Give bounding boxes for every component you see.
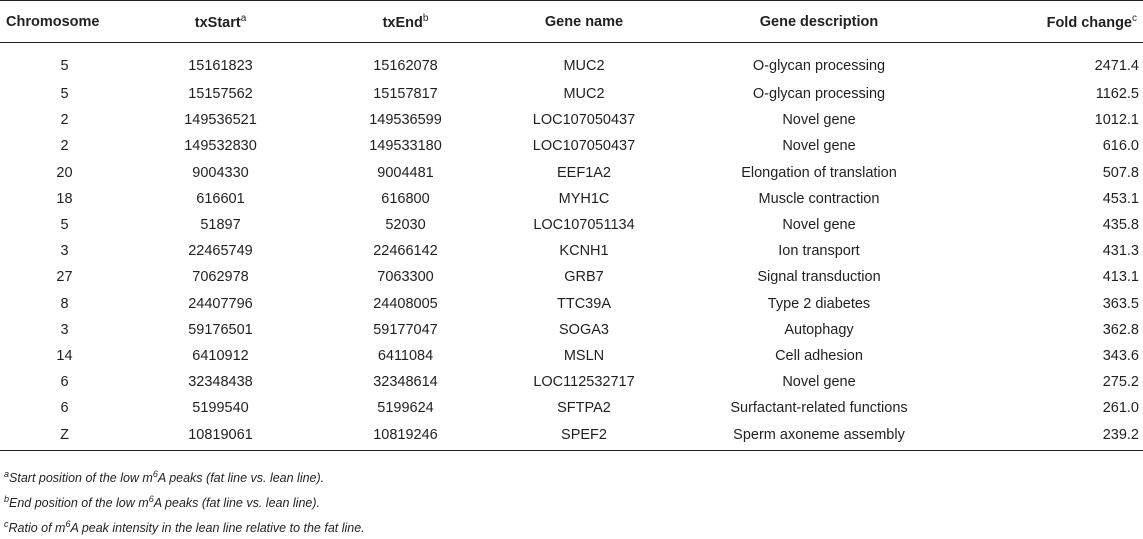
cell-gene-description: Ion transport: [778, 243, 860, 260]
cell-gene-description: O-glycan processing: [752, 58, 886, 74]
cell-gene-name: LOC107050437: [532, 138, 636, 155]
header-txstart: txStart$^a$: [129, 1, 312, 43]
table-row: [0, 160, 1143, 186]
cell-txstart: 9004330: [192, 164, 249, 181]
cell-gene-description: Novel gene: [782, 374, 856, 391]
cell-chromosome: Z: [0, 421, 129, 451]
cell-txstart: 15161823: [188, 58, 253, 74]
footnote-text: End position of the low m: [9, 496, 149, 510]
cell-txstart: 7062978: [192, 269, 249, 286]
cell-gene-description: Muscle contraction: [758, 190, 880, 207]
cell-gene-description: Cell adhesion: [775, 347, 863, 364]
cell-gene-name: TTC39A: [557, 295, 611, 312]
cell-gene-description: O-glycan processing: [752, 86, 886, 103]
cell-chromosome: 14: [56, 347, 73, 364]
cell-fold-change: 431.3: [1102, 243, 1139, 260]
cell-fold-change: 507.8: [1102, 164, 1139, 181]
cell-txend: 6411084: [377, 347, 434, 364]
table-row: [0, 43, 1143, 82]
cell-gene-name: GRB7: [564, 269, 604, 286]
cell-fold-change: 275.2: [1102, 374, 1139, 391]
cell-gene-name: LOC107050437: [532, 112, 636, 129]
header-txend: txEnd$^b$: [312, 1, 499, 43]
table-row: [0, 81, 1143, 107]
cell-gene-name: MUC2: [563, 86, 605, 103]
table-row: [0, 421, 1143, 451]
cell-chromosome: 5: [60, 58, 69, 74]
table-row: [0, 186, 1143, 212]
table-row: [0, 238, 1143, 264]
cell-chromosome: 20: [56, 164, 73, 181]
cell-gene-description: Elongation of translation: [741, 164, 897, 181]
table-row: [0, 133, 1143, 159]
txend-footnote-mark: b: [422, 12, 429, 24]
cell-gene-name: MSLN: [563, 347, 605, 364]
superscript-six: 6: [65, 519, 71, 529]
cell-txend: 149536599: [369, 112, 442, 129]
cell-fold-change: 1162.5: [1095, 86, 1139, 103]
footnote-mark: c: [4, 519, 9, 529]
cell-chromosome: 8: [60, 295, 69, 312]
superscript-six: 6: [152, 469, 158, 479]
cell-chromosome: 5: [60, 86, 69, 103]
cell-fold-change: 616.0: [1102, 138, 1139, 155]
cell-fold-change: 362.8: [1102, 321, 1139, 338]
cell-txstart: 149536521: [184, 112, 257, 129]
cell-fold-change: 239.2: [969, 421, 1143, 451]
footnote-mark: a: [4, 469, 10, 479]
table-row: [0, 395, 1143, 421]
cell-txstart: 22465749: [188, 243, 253, 260]
cell-txend: 22466142: [373, 243, 438, 260]
cell-txend: 7063300: [377, 269, 434, 286]
footnote-a: [4, 464, 365, 489]
footnote-text: A peaks (fat line vs. lean line).: [157, 471, 325, 485]
cell-txend: 59177047: [373, 321, 438, 338]
cell-chromosome: 6: [60, 374, 69, 391]
cell-txend: 149533180: [369, 138, 442, 155]
superscript-six: 6: [148, 494, 154, 504]
table-row: [0, 291, 1143, 317]
header-gene-description: Gene description: [669, 1, 969, 43]
cell-gene-description: Autophagy: [784, 321, 854, 338]
cell-txend: 15157817: [373, 86, 438, 103]
cell-txend: 52030: [385, 217, 426, 234]
cell-chromosome: 18: [56, 190, 73, 207]
header-chromosome: Chromosome: [0, 1, 129, 43]
footnote-mark: b: [4, 494, 10, 504]
cell-chromosome: 3: [60, 321, 69, 338]
cell-gene-description: Signal transduction: [757, 269, 881, 286]
cell-chromosome: 5: [60, 217, 69, 234]
footnote-b: [4, 489, 365, 514]
table-row: [0, 343, 1143, 369]
cell-txend: 15162078: [373, 58, 438, 74]
cell-fold-change: 1012.1: [1094, 112, 1139, 129]
cell-txstart: 51897: [200, 217, 241, 234]
footnote-text: A peaks (fat line vs. lean line).: [153, 496, 320, 510]
cell-gene-description: Surfactant-related functions: [730, 400, 908, 417]
cell-chromosome: 3: [60, 243, 69, 260]
cell-chromosome: 2: [60, 138, 69, 155]
cell-chromosome: 2: [60, 112, 69, 129]
cell-txstart: 10819061: [129, 421, 312, 451]
cell-txstart: 15157562: [188, 86, 253, 103]
cell-gene-name: MYH1C: [558, 190, 610, 207]
cell-txstart: 5199540: [192, 400, 249, 417]
cell-fold-change: 363.5: [1102, 295, 1139, 312]
footnote-text: Start position of the low m: [9, 471, 153, 485]
table-row: [0, 264, 1143, 290]
cell-gene-description: Sperm axoneme assembly: [669, 421, 969, 451]
cell-gene-description: Type 2 diabetes: [767, 295, 871, 312]
table-header: [0, 1, 1143, 43]
cell-gene-description: Novel gene: [782, 112, 856, 129]
cell-gene-name: LOC107051134: [533, 217, 635, 234]
cell-txstart: 6410912: [192, 347, 249, 364]
cell-gene-name: SPEF2: [499, 421, 669, 451]
cell-txend: 10819246: [312, 421, 499, 451]
cell-fold-change: 343.6: [1102, 347, 1139, 364]
cell-txend: 616800: [381, 190, 430, 207]
cell-fold-change: 261.0: [1102, 400, 1139, 417]
cell-fold-change: 413.1: [1102, 269, 1139, 286]
cell-gene-name: SFTPA2: [557, 400, 611, 417]
cell-fold-change: 453.1: [1102, 190, 1139, 207]
header-gene-name: Gene name: [499, 1, 669, 43]
cell-txstart: 616601: [196, 190, 245, 207]
table-row: [0, 107, 1143, 133]
cell-txstart: 24407796: [188, 295, 253, 312]
cell-txstart: 59176501: [188, 321, 253, 338]
table-row: [0, 317, 1143, 343]
cell-txend: 5199624: [377, 400, 434, 417]
cell-gene-name: MUC2: [563, 58, 605, 74]
table-footnotes: [4, 464, 365, 539]
table-body: [0, 43, 1143, 451]
cell-gene-name: EEF1A2: [557, 164, 611, 181]
footnote-text: Ratio of m: [8, 521, 66, 535]
header-row: [0, 1, 1143, 43]
cell-chromosome: 27: [56, 269, 73, 286]
cell-gene-name: LOC112532717: [533, 374, 635, 391]
cell-txstart: 32348438: [188, 374, 253, 391]
cell-fold-change: 435.8: [1102, 217, 1139, 234]
table-row: [0, 212, 1143, 238]
cell-chromosome: 6: [60, 400, 69, 417]
cell-gene-description: Novel gene: [782, 217, 856, 234]
fold-change-footnote-mark: c: [1132, 12, 1137, 24]
cell-txend: 24408005: [373, 295, 438, 312]
table-row: [0, 369, 1143, 395]
cell-fold-change: 2471.4: [1094, 58, 1139, 74]
cell-txend: 9004481: [377, 164, 434, 181]
cell-txend: 32348614: [373, 374, 438, 391]
header-fold-change: Fold change$^c$: [969, 1, 1143, 43]
cell-gene-name: SOGA3: [559, 321, 609, 338]
cell-gene-description: Novel gene: [782, 138, 856, 155]
cell-gene-name: KCNH1: [559, 243, 609, 260]
cell-txstart: 149532830: [184, 138, 257, 155]
txstart-footnote-mark: a: [240, 12, 247, 24]
footnote-text: A peak intensity in the lean line relative to the fat line.: [70, 521, 365, 535]
